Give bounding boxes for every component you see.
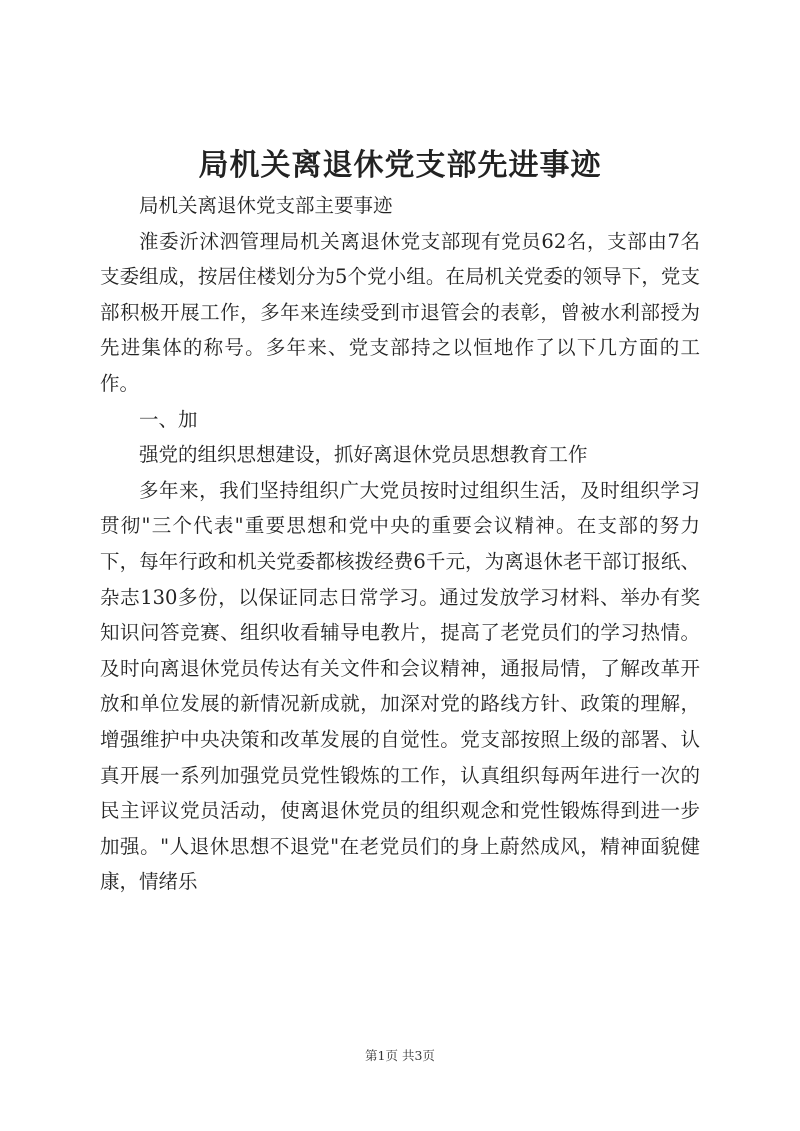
section-heading-fragment: 一、加 [139, 407, 198, 431]
page-footer: 第1页 共3页 [365, 1048, 435, 1063]
intro-paragraph: 淮委沂沭泗管理局机关离退休党支部现有党员62名，支部由7名支委组成，按居住楼划分为5个党小组。在局机关党委的领导下，党支部积极开展工作，多年来连续受到市退管会的表彰，曾被水利部授为先进集体的称号。多年来、党支部持之以恒地作了以下几方面的工作。 [100, 229, 700, 395]
body-paragraph: 多年来，我们坚持组织广大党员按时过组织生活，及时组织学习贯彻"三个代表"重要思想和党中央的重要会议精神。在支部的努力下，每年行政和机关党委都核拨经费6千元，为离退休老干部订报纸、杂志130多份，以保证同志日常学习。通过发放学习材料、举办有奖知识问答竞赛、组织收看辅导电教片，提高了老党员们的学习热情。及时向离退休党员传达有关文件和会议精神，通报局情，了解改革开放和单位发展的新情况新成就，加深对党的路线方针、政策的理解，增强维护中央决策和改革发展的自觉性。党支部按照上级的部署、认真开展一系列加强党员党性锻炼的工作，认真组织每两年进行一次的民主评议党员活动，使离退休党员的组织观念和党性锻炼得到进一步加强。"人退休思想不退党"在老党员们的身上蔚然成风，精神面貌健康，情绪乐 [100, 478, 700, 894]
section-heading: 强党的组织思想建设，抓好离退休党员思想教育工作 [139, 443, 588, 467]
document-body [100, 188, 700, 900]
subtitle-paragraph: 局机关离退休党支部主要事迹 [139, 194, 393, 217]
document-title: 局机关离退休党支部先进事迹 [198, 148, 602, 183]
